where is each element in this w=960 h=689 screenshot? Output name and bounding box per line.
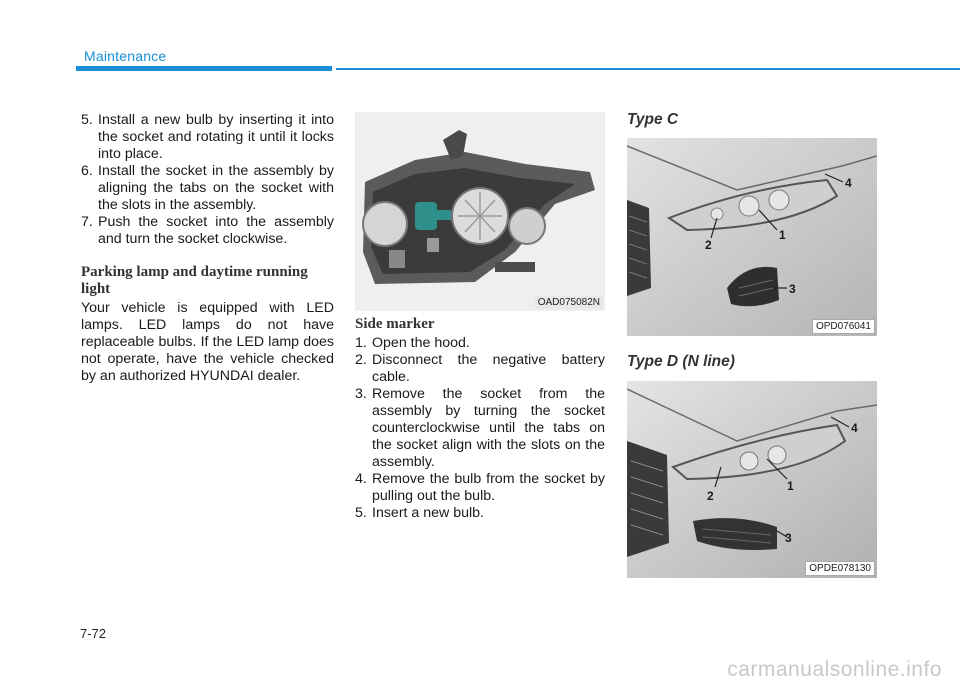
callout-3: 3 [789, 282, 796, 296]
type-c-heading: Type C [627, 111, 679, 128]
type-d-car-illustration [627, 381, 877, 578]
type-c-car-illustration [627, 138, 877, 336]
step-5 [355, 505, 605, 522]
step-1 [355, 335, 605, 352]
header-rule-thick [76, 66, 332, 71]
step-number: 3. [355, 386, 367, 402]
callout-4: 4 [845, 176, 852, 190]
callout-2: 2 [705, 238, 712, 252]
step-7 [81, 214, 334, 248]
type-d-heading: Type D (N line) [627, 353, 735, 370]
step-text: Remove the bulb from the socket by pulling out the bulb. [372, 471, 605, 504]
step-2 [355, 352, 605, 386]
step-text: Install a new bulb by inserting it into the socket and rotating it until it locks into place. [98, 112, 334, 162]
step-number: 5. [355, 505, 367, 521]
callout-3: 3 [785, 531, 792, 545]
step-number: 5. [81, 112, 93, 128]
step-number: 4. [355, 471, 367, 487]
page-number: 7-72 [80, 626, 107, 641]
step-number: 6. [81, 163, 93, 179]
figure-code: OPD076041 [812, 319, 875, 334]
column-2-text [355, 316, 605, 522]
parking-lamp-body: Your vehicle is equipped with LED lamps. LED lamps do not have replaceable bulbs. If the LED lamp does not operate, have the vehicle checked by an authorized HYUNDAI dealer. [81, 300, 334, 384]
parking-lamp-heading: Parking lamp and daytime running light [81, 264, 308, 297]
header-rule-thin [336, 68, 960, 70]
step-text: Push the socket into the assembly and turn the socket clockwise. [98, 214, 334, 247]
callout-1: 1 [779, 228, 786, 242]
callout-2: 2 [707, 489, 714, 503]
figure-code: OPDE078130 [805, 561, 875, 576]
headlamp-assembly-figure [355, 112, 605, 311]
step-text: Open the hood. [372, 335, 470, 351]
step-text: Disconnect the negative battery cable. [372, 352, 605, 385]
figure-code: OAD075082N [535, 296, 603, 309]
type-c-figure [627, 138, 877, 336]
step-number: 2. [355, 352, 367, 368]
side-marker-heading: Side marker [355, 316, 435, 332]
watermark: carmanualsonline.info [727, 658, 942, 681]
column-1 [81, 112, 334, 385]
step-4 [355, 471, 605, 505]
callout-4: 4 [851, 421, 858, 435]
step-text: Insert a new bulb. [372, 505, 484, 521]
step-number: 7. [81, 214, 93, 230]
headlamp-assembly-illustration [355, 112, 605, 311]
step-number: 1. [355, 335, 367, 351]
step-6 [81, 163, 334, 214]
section-title: Maintenance [84, 48, 167, 64]
step-text: Remove the socket from the assembly by turning the socket counterclockwise until the tabs on the socket align with the slots on the assembly. [372, 386, 605, 470]
type-d-figure [627, 381, 877, 578]
callout-1: 1 [787, 479, 794, 493]
step-5 [81, 112, 334, 163]
step-text: Install the socket in the assembly by aligning the tabs on the socket with the slots in the assembly. [98, 163, 334, 213]
step-3 [355, 386, 605, 471]
